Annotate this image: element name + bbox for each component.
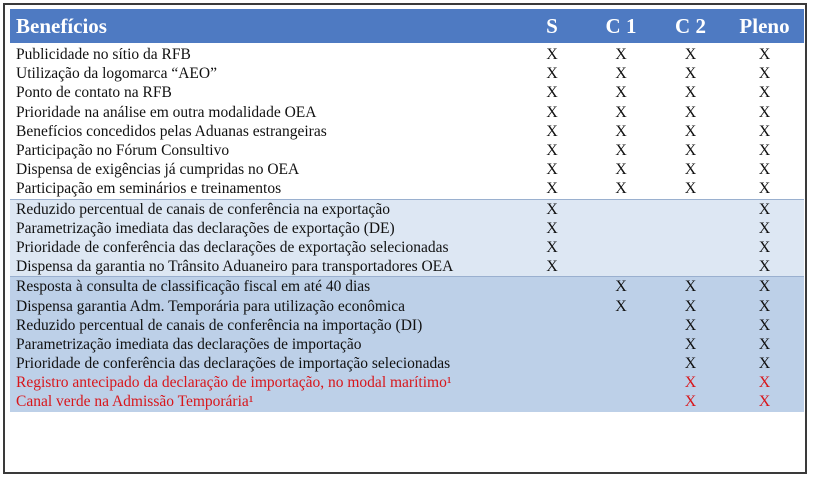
mark-pleno: X: [725, 179, 804, 199]
mark-s: X: [518, 64, 586, 83]
mark-pleno: X: [725, 160, 804, 179]
mark-c2: X: [656, 122, 725, 141]
group-import: [10, 277, 804, 412]
mark-s: X: [518, 122, 586, 141]
mark-c2: X: [656, 277, 725, 297]
mark-c1: [586, 257, 656, 277]
benefit-label: Prioridade na análise em outra modalidade OEA: [10, 103, 518, 122]
benefit-label: Participação em seminários e treinamentos: [10, 179, 518, 199]
table-row: [10, 373, 804, 392]
table-row: [10, 122, 804, 141]
benefit-label: Reduzido percentual de canais de conferência na importação (DI): [10, 316, 518, 335]
mark-s: X: [518, 44, 586, 64]
benefit-label: Dispensa da garantia no Trânsito Aduaneiro para transportadores OEA: [10, 257, 518, 277]
mark-c2: X: [656, 296, 725, 315]
benefit-label: Registro antecipado da declaração de importação, no modal marítimo¹: [10, 373, 518, 392]
benefits-table: [10, 9, 804, 412]
table-row: [10, 316, 804, 335]
table-row: [10, 257, 804, 277]
benefit-label: Dispensa garantia Adm. Temporária para utilização econômica: [10, 296, 518, 315]
mark-c1: [586, 238, 656, 257]
mark-c2: X: [656, 354, 725, 373]
mark-s: [518, 316, 586, 335]
table-row: [10, 83, 804, 102]
table-row: [10, 141, 804, 160]
mark-s: X: [518, 238, 586, 257]
mark-c1: [586, 354, 656, 373]
mark-c1: [586, 219, 656, 238]
benefit-label: Prioridade de conferência das declarações de exportação selecionadas: [10, 238, 518, 257]
mark-pleno: X: [725, 296, 804, 315]
benefit-label: Ponto de contato na RFB: [10, 83, 518, 102]
mark-pleno: X: [725, 373, 804, 392]
mark-pleno: X: [725, 219, 804, 238]
mark-c2: X: [656, 316, 725, 335]
table-row: [10, 219, 804, 238]
mark-c2: X: [656, 83, 725, 102]
mark-c2: X: [656, 392, 725, 411]
table-row: [10, 277, 804, 297]
mark-pleno: X: [725, 83, 804, 102]
table-row: [10, 354, 804, 373]
mark-s: X: [518, 160, 586, 179]
benefit-label: Benefícios concedidos pelas Aduanas estrangeiras: [10, 122, 518, 141]
mark-c2: X: [656, 103, 725, 122]
mark-c2: X: [656, 179, 725, 199]
mark-c1: X: [586, 122, 656, 141]
header-s: S: [518, 9, 586, 44]
table-row: [10, 103, 804, 122]
mark-pleno: X: [725, 64, 804, 83]
benefit-label: Reduzido percentual de canais de conferência na exportação: [10, 199, 518, 219]
mark-pleno: X: [725, 335, 804, 354]
mark-c2: [656, 199, 725, 219]
table-row: [10, 238, 804, 257]
mark-c1: X: [586, 103, 656, 122]
mark-c2: [656, 257, 725, 277]
mark-c1: X: [586, 160, 656, 179]
table-row: [10, 199, 804, 219]
mark-c1: X: [586, 141, 656, 160]
table-row: [10, 296, 804, 315]
benefit-label: Utilização da logomarca “AEO”: [10, 64, 518, 83]
mark-c1: X: [586, 44, 656, 64]
mark-c1: [586, 373, 656, 392]
mark-c1: [586, 199, 656, 219]
mark-pleno: X: [725, 238, 804, 257]
header-pleno: Pleno: [725, 9, 804, 44]
mark-s: [518, 373, 586, 392]
benefit-label: Resposta à consulta de classificação fiscal em até 40 dias: [10, 277, 518, 297]
mark-c1: X: [586, 296, 656, 315]
mark-c2: X: [656, 141, 725, 160]
header-c1: C 1: [586, 9, 656, 44]
mark-c1: X: [586, 83, 656, 102]
mark-s: [518, 392, 586, 411]
mark-s: [518, 296, 586, 315]
benefit-label: Prioridade de conferência das declarações de importação selecionadas: [10, 354, 518, 373]
table-row: [10, 179, 804, 199]
table-row: [10, 160, 804, 179]
mark-pleno: X: [725, 354, 804, 373]
mark-s: X: [518, 257, 586, 277]
mark-pleno: X: [725, 103, 804, 122]
benefit-label: Dispensa de exigências já cumpridas no OEA: [10, 160, 518, 179]
mark-pleno: X: [725, 277, 804, 297]
table-row: [10, 335, 804, 354]
mark-c2: X: [656, 373, 725, 392]
mark-pleno: X: [725, 316, 804, 335]
table-header-row: [10, 9, 804, 44]
mark-c1: X: [586, 64, 656, 83]
mark-s: X: [518, 179, 586, 199]
mark-s: X: [518, 103, 586, 122]
mark-pleno: X: [725, 44, 804, 64]
mark-c2: X: [656, 160, 725, 179]
benefit-label: Parametrização imediata das declarações de importação: [10, 335, 518, 354]
header-beneficios: Benefícios: [10, 9, 518, 44]
mark-s: [518, 354, 586, 373]
mark-s: X: [518, 83, 586, 102]
mark-c2: [656, 219, 725, 238]
mark-s: X: [518, 219, 586, 238]
table-row: [10, 64, 804, 83]
mark-c2: X: [656, 44, 725, 64]
mark-c2: X: [656, 64, 725, 83]
mark-c1: [586, 335, 656, 354]
mark-s: [518, 277, 586, 297]
mark-c2: [656, 238, 725, 257]
mark-s: X: [518, 199, 586, 219]
header-c2: C 2: [656, 9, 725, 44]
benefit-label: Parametrização imediata das declarações de exportação (DE): [10, 219, 518, 238]
mark-c1: [586, 392, 656, 411]
mark-pleno: X: [725, 392, 804, 411]
group-export: [10, 199, 804, 277]
mark-s: X: [518, 141, 586, 160]
mark-c2: X: [656, 335, 725, 354]
mark-c1: [586, 316, 656, 335]
mark-pleno: X: [725, 141, 804, 160]
group-general: [10, 44, 804, 199]
mark-pleno: X: [725, 257, 804, 277]
benefit-label: Participação no Fórum Consultivo: [10, 141, 518, 160]
benefit-label: Publicidade no sítio da RFB: [10, 44, 518, 64]
benefits-table-frame: [3, 3, 807, 474]
mark-s: [518, 335, 586, 354]
mark-pleno: X: [725, 199, 804, 219]
mark-c1: X: [586, 277, 656, 297]
table-row: [10, 44, 804, 64]
benefit-label: Canal verde na Admissão Temporária¹: [10, 392, 518, 411]
mark-pleno: X: [725, 122, 804, 141]
table-row: [10, 392, 804, 411]
mark-c1: X: [586, 179, 656, 199]
